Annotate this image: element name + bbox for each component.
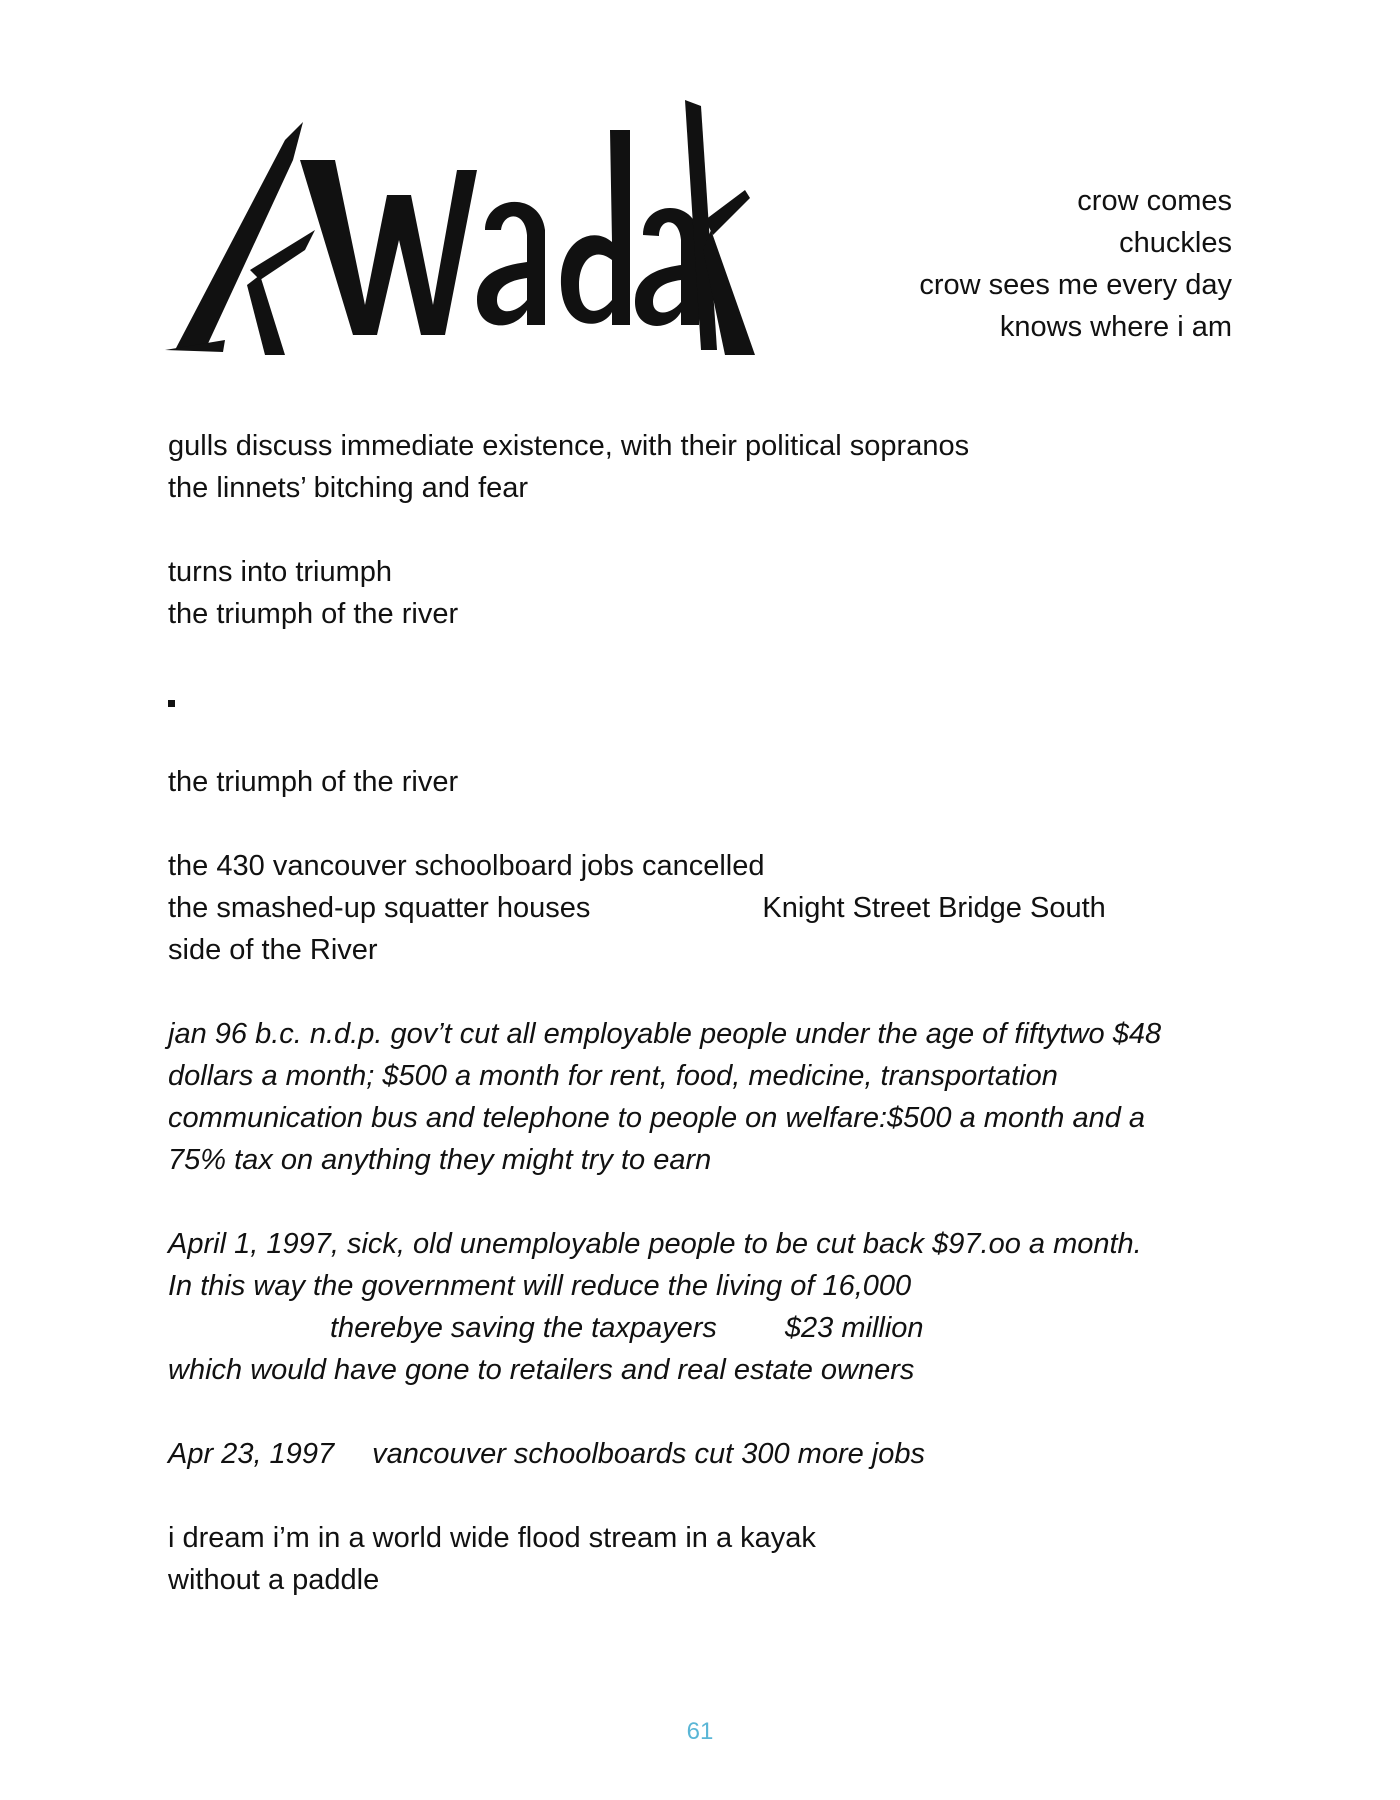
poem-line-italic (168, 1433, 1268, 1475)
crow-line-3: crow sees me every day (919, 269, 1232, 301)
poem-line-italic (168, 1307, 1268, 1349)
poem-fragment: therebye saving the taxpayers (330, 1312, 717, 1344)
poem-line-italic: In this way the government will reduce the living of 16,000 (168, 1270, 912, 1302)
poem-line (168, 887, 1268, 929)
poem-date: Apr 23, 1997 (168, 1438, 335, 1470)
poem-fragment: $23 million (784, 1312, 924, 1344)
stanza-gap (168, 1475, 1268, 1517)
poem-line-italic: dollars a month; $500 a month for rent, food, medicine, transportation (168, 1060, 1058, 1092)
crow-stanza (919, 180, 1232, 348)
poem-line: turns into triumph (168, 556, 393, 588)
stanza-gap (168, 719, 1268, 761)
stanza-gap (168, 971, 1268, 1013)
poem-line-italic: April 1, 1997, sick, old unemployable people to be cut back $97.oo a month. (168, 1228, 1142, 1260)
poem-body (168, 425, 1268, 1601)
poem-line-left: the smashed-up squatter houses (168, 892, 591, 924)
poem-line: the triumph of the river (168, 766, 459, 798)
poem-line: the triumph of the river (168, 598, 459, 630)
stanza-gap (168, 1391, 1268, 1433)
stanza-gap (168, 1181, 1268, 1223)
stanza-gap (168, 509, 1268, 551)
crow-line-2: chuckles (1119, 227, 1232, 259)
poem-line: gulls discuss immediate existence, with their political sopranos (168, 430, 970, 462)
poem-line: i dream i’m in a world wide flood stream in a kayak (168, 1522, 816, 1554)
poem-line: the linnets’ bitching and fear (168, 472, 529, 504)
crow-line-4: knows where i am (999, 311, 1232, 343)
poem-line-italic: 75% tax on anything they might try to earn (168, 1144, 712, 1176)
kwaak-logo-image (165, 100, 755, 355)
bullet-dot (168, 700, 175, 707)
kwaak-logo (165, 100, 755, 355)
poem-line: the 430 vancouver schoolboard jobs cancelled (168, 850, 765, 882)
page-number: 61 (686, 1718, 714, 1745)
stanza-gap (168, 803, 1268, 845)
poem-line: without a paddle (168, 1564, 380, 1596)
poem-line-right: Knight Street Bridge South (762, 892, 1106, 924)
crow-line-1: crow comes (1077, 185, 1232, 217)
poem-line-italic: which would have gone to retailers and real estate owners (168, 1354, 915, 1386)
stanza-gap (168, 635, 1268, 677)
section-divider (168, 677, 1268, 719)
poem-line-italic: jan 96 b.c. n.d.p. gov’t cut all employable people under the age of fiftytwo $48 (168, 1018, 1162, 1050)
poem-line-italic: communication bus and telephone to people on welfare:$500 a month and a (168, 1102, 1146, 1134)
poem-fragment: vancouver schoolboards cut 300 more jobs (372, 1438, 926, 1470)
poem-line: side of the River (168, 934, 378, 966)
